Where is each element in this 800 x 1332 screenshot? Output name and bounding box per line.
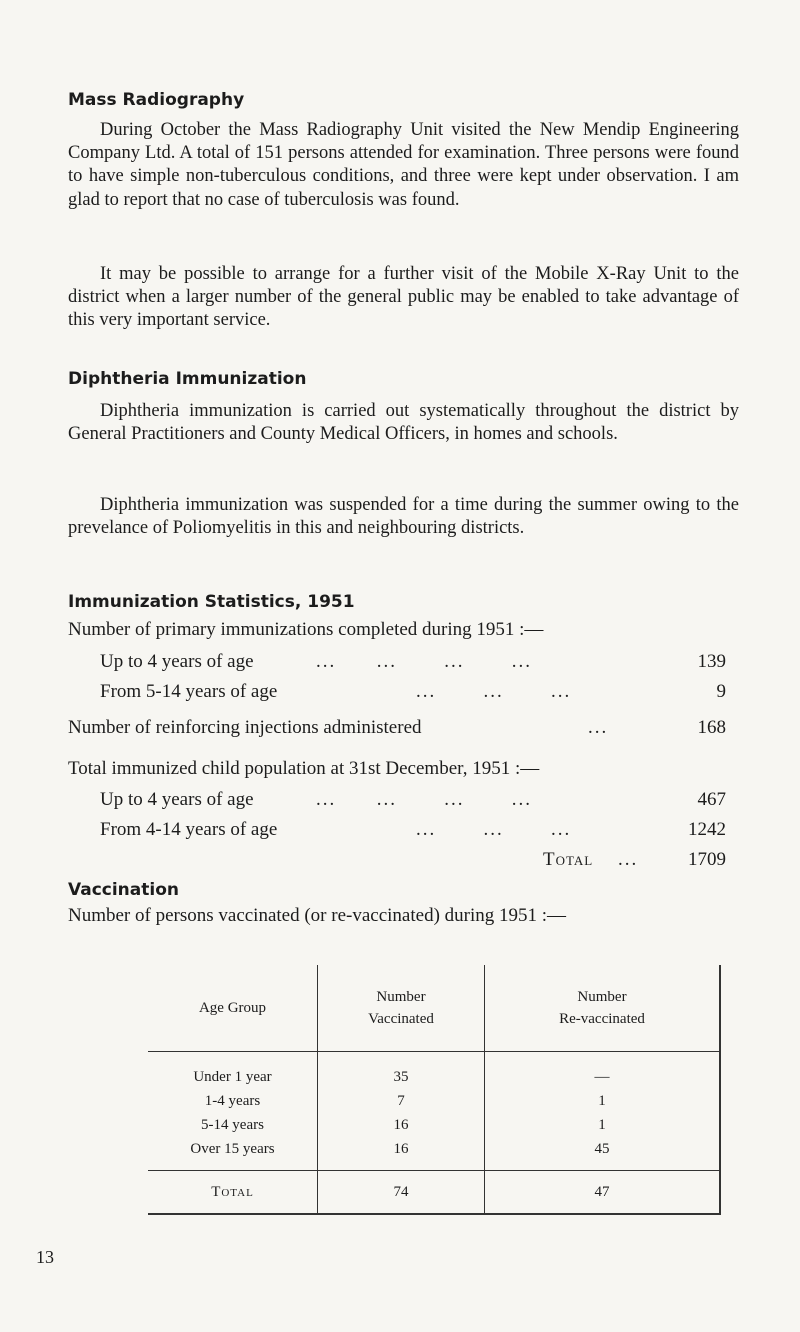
- primary-immunizations-intro: Number of primary immunizations completed during 1951 :—: [68, 619, 544, 640]
- mass-radiography-heading: Mass Radiography: [68, 90, 245, 110]
- table-row: [148, 1137, 720, 1171]
- age-cell: Over 15 years: [190, 1141, 275, 1157]
- diphtheria-paragraph-1: Diphtheria immunization is carried out systematically throughout the district by General Practitioners and County Medical Officers, in homes and schools.: [68, 401, 739, 445]
- total-vaccinated-cell: 74: [318, 1171, 485, 1215]
- revaccinated-cell: 45: [485, 1137, 721, 1171]
- reinforcing-injections-value: 168: [697, 717, 726, 738]
- vaccinated-cell: 35: [318, 1052, 485, 1090]
- table-row: [148, 1052, 720, 1090]
- revaccinated-cell: —: [485, 1052, 721, 1090]
- table-header-row: [148, 965, 720, 1052]
- total-revaccinated-cell: 47: [485, 1171, 721, 1215]
- primary-5-14-value: 9: [716, 681, 726, 702]
- reinforcing-injections-label: Number of reinforcing injections administered: [68, 717, 422, 738]
- primary-up-to-4-value: 139: [697, 651, 726, 672]
- total-label-cell: Total: [148, 1171, 318, 1215]
- mass-radiography-paragraph-1: During October the Mass Radiography Unit visited the New Mendip Engineering Company Ltd. A total of 151 persons attended for examination. Three persons were found to have simple non-tuberculous conditions, and three were kept under observation. I am glad to report that no case of tuberculosis was found.: [68, 120, 739, 210]
- age-group-header: Age Group: [148, 965, 318, 1052]
- page-number: 13: [36, 1247, 54, 1267]
- primary-5-14-label: From 5-14 years of age: [100, 681, 278, 702]
- total-up-to-4-label: Up to 4 years of age: [100, 789, 254, 810]
- mass-radiography-paragraph-2: It may be possible to arrange for a further visit of the Mobile X-Ray Unit to the district when a larger number of the general public may be enabled to take advantage of this very important service.: [68, 264, 739, 331]
- leader-dots: ... ... ...: [416, 681, 572, 702]
- vaccinated-cell: 16: [318, 1137, 485, 1171]
- leader-dots: ...: [618, 849, 639, 870]
- vaccination-heading: Vaccination: [68, 880, 179, 900]
- table-row: [148, 1113, 720, 1137]
- leader-dots: ... ... ... ...: [316, 651, 532, 672]
- primary-up-to-4-label: Up to 4 years of age: [100, 651, 254, 672]
- leader-dots: ... ... ...: [416, 819, 572, 840]
- age-cell: 5-14 years: [201, 1117, 264, 1133]
- leader-dots: ...: [588, 717, 609, 738]
- age-cell: Under 1 year: [193, 1069, 272, 1085]
- revaccinated-cell: 1: [485, 1113, 721, 1137]
- total-4-14-label: From 4-14 years of age: [100, 819, 278, 840]
- total-up-to-4-value: 467: [697, 789, 726, 810]
- leader-dots: ... ... ... ...: [316, 789, 532, 810]
- total-immunized-intro: Total immunized child population at 31st December, 1951 :—: [68, 758, 540, 779]
- table-total-row: [148, 1171, 720, 1215]
- vaccinated-cell: 7: [318, 1089, 485, 1113]
- vaccination-table: [148, 965, 721, 1215]
- total-label: Total: [543, 849, 594, 870]
- immunization-statistics-heading: Immunization Statistics, 1951: [68, 592, 355, 612]
- vaccinated-cell: 16: [318, 1113, 485, 1137]
- age-cell: 1-4 years: [204, 1093, 261, 1109]
- total-4-14-value: 1242: [688, 819, 726, 840]
- number-revaccinated-header: Number Re-vaccinated: [485, 965, 721, 1052]
- diphtheria-heading: Diphtheria Immunization: [68, 369, 307, 389]
- vaccination-intro: Number of persons vaccinated (or re-vaccinated) during 1951 :—: [68, 905, 567, 926]
- revaccinated-cell: 1: [485, 1089, 721, 1113]
- diphtheria-paragraph-2: Diphtheria immunization was suspended for a time during the summer owing to the prevelance of Poliomyelitis in this and neighbouring districts.: [68, 495, 739, 539]
- total-value: 1709: [688, 849, 726, 870]
- number-vaccinated-header: Number Vaccinated: [318, 965, 485, 1052]
- table-row: [148, 1089, 720, 1113]
